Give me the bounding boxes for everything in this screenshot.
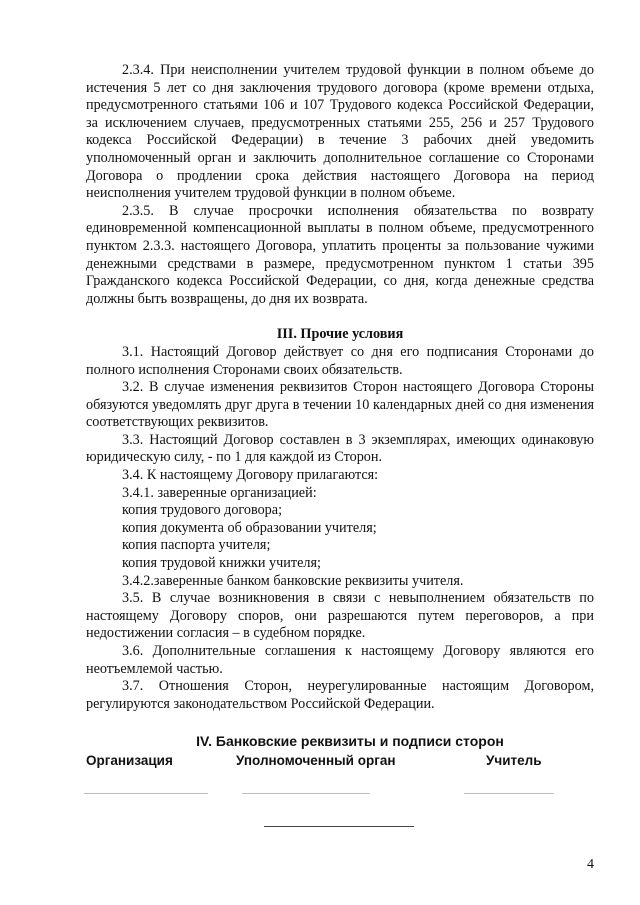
signature-headers xyxy=(86,752,594,772)
document-body xyxy=(86,62,594,751)
paragraph-3-4-1: 3.4.1. заверенные организацией: xyxy=(122,484,317,501)
signature-line-authorized-body xyxy=(242,793,370,794)
list-item: копия трудовой книжки учителя; xyxy=(122,555,321,572)
paragraph-2-3-5: 2.3.5. В случае просрочки исполнения обязательства по возврату единовременной компенсационной выплаты в полном объеме, предусмотренного пунктом 2.3.3. настоящего Договора, уплатить проценты за пользование чужими денежными средствами в размере, предусмотренном пунктом 1 статьи 395 Гражданского кодекса Российской Федерации, со дня, когда денежные средства должны быть возвращены, до дня их возврата. xyxy=(86,202,594,307)
paragraph-2-3-4: 2.3.4. При неисполнении учителем трудовой функции в полном объеме до истечения 5 лет со дня заключения трудового договора (кроме времени отдыха, предусмотренного статьями 106 и 107 Трудового кодекса Российской Федерации, за исключением случаев, предусмотренных статьями 255, 256 и 257 Трудового кодекса Российской Федерации) в течение 3 рабочих дней уведомить уполномоченный орган и заключить дополнительное соглашение со Сторонами Договора о продлении срока действия настоящего Договора на период неисполнения учителем трудовой функции в полном объеме. xyxy=(86,62,594,202)
paragraph-3-7: 3.7. Отношения Сторон, неурегулированные настоящим Договором, регулируются законодательством Российской Федерации. xyxy=(86,678,594,712)
paragraph-3-3: 3.3. Настоящий Договор составлен в 3 экземплярах, имеющих одинаковую юридическую силу, - по 1 для каждой из Сторон. xyxy=(86,431,594,466)
signature-label-teacher: Учитель xyxy=(486,753,542,768)
signature-line-teacher xyxy=(464,793,554,794)
paragraph-3-1: 3.1. Настоящий Договор действует со дня его подписания Сторонами до полного исполнения Сторонами своих обязательств. xyxy=(86,343,594,378)
list-item: копия документа об образовании учителя; xyxy=(122,519,377,536)
list-item: копия паспорта учителя; xyxy=(122,537,271,554)
signature-label-organization: Организация xyxy=(86,753,173,768)
signature-line-extra xyxy=(264,826,414,827)
section-3-title: III. Прочие условия xyxy=(276,326,404,343)
signature-label-authorized-body: Уполномоченный орган xyxy=(236,753,396,768)
signature-line-organization xyxy=(84,793,208,794)
section-4-title: IV. Банковские реквизиты и подписи сторон xyxy=(196,733,504,750)
paragraph-3-6: 3.6. Дополнительные соглашения к настоящему Договору являются его неотъемлемой частью. xyxy=(86,643,594,677)
list-item: копия трудового договора; xyxy=(122,502,283,519)
paragraph-3-2: 3.2. В случае изменения реквизитов Сторон настоящего Договора Стороны обязуются уведомлять друг друга в течении 10 календарных дней со дня изменения соответствующих реквизитов. xyxy=(86,379,594,431)
paragraph-3-4: 3.4. К настоящему Договору прилагаются: xyxy=(122,467,379,484)
page-number: 4 xyxy=(587,857,594,872)
paragraph-3-4-2: 3.4.2.заверенные банком банковские реквизиты учителя. xyxy=(122,572,464,589)
paragraph-3-5: 3.5. В случае возникновения в связи с невыполнением обязательств по настоящему Договору споров, они разрешаются путем переговоров, а при недостижении согласия – в судебном порядке. xyxy=(86,590,594,642)
